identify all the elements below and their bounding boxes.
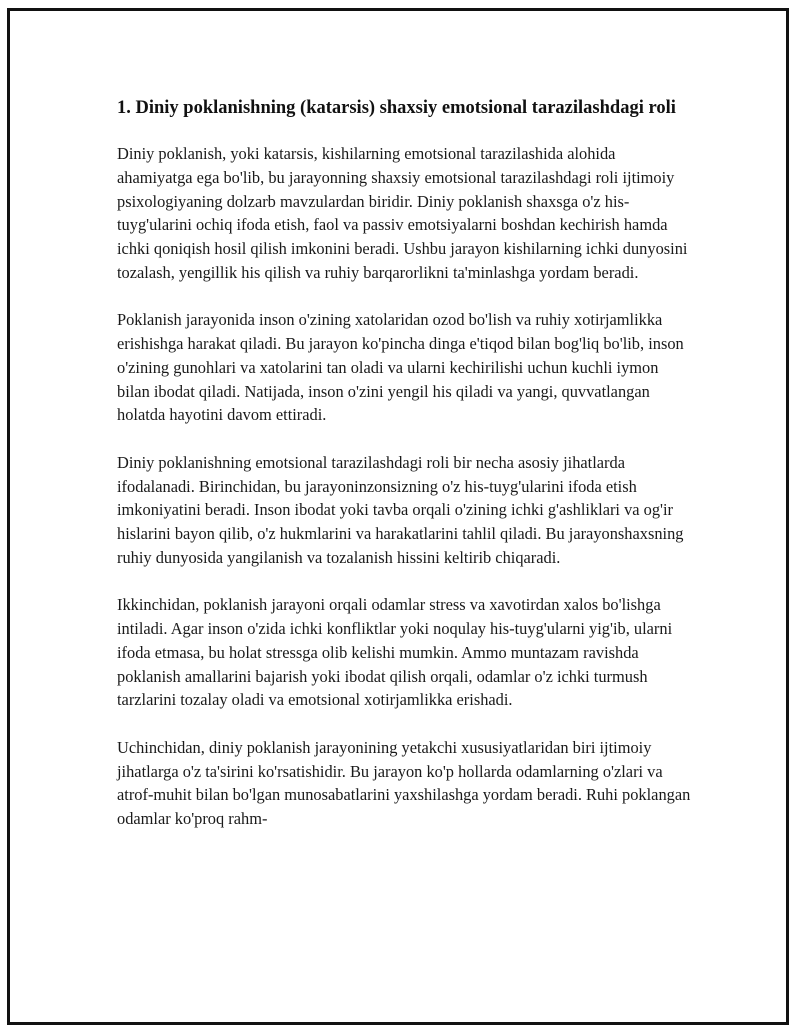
paragraph-2: Poklanish jarayonida inson o'zining xatolaridan ozod bo'lish va ruhiy xotirjamlikka erishishga harakat qiladi. Bu jarayon ko'pincha dinga e'tiqod bilan bog'liq bo'lib, inson o'zining gunohlari va xatolarini tan oladi va ularni kechirilishi uchun kuchli iymon bilan ibodat qiladi. Natijada, inson o'zini yengil his qiladi va yangi, quvvatlangan holatda hayotini davom ettiradi. xyxy=(117,310,684,425)
paragraph-1: Diniy poklanish, yoki katarsis, kishilarning emotsional tarazilashida alohida ahamiyatga ega bo'lib, bu jarayonning shaxsiy emotsional tarazilashdagi roli ijtimoiy psixologiyaning dolzarb mavzulardan biridir. Diniy poklanish shaxsga o'z his-tuyg'ularini ochiq ifoda etish, faol va passiv emotsiyalarni boshdan kechirish hamda ichki qoniqish hosil qilish imkonini beradi. Ushbu jarayon kishilarning ichki dunyosini tozalash, yengillik his qilish va ruhiy barqarorlikni ta'minlashga yordam beradi. xyxy=(117,144,688,282)
document-body xyxy=(117,96,692,854)
paragraph-5: Uchinchidan, diniy poklanish jarayonining yetakchi xususiyatlaridan biri ijtimoiy jihatlarga o'z ta'sirini ko'rsatishidir. Bu jarayon ko'p hollarda odamlarning o'zlari va atrof-muhit bilan bo'lgan munosabatlarini yaxshilashga yordam beradi. Ruhi poklangan odamlar ko'proq rahm- xyxy=(117,737,691,829)
paragraph-3: Diniy poklanishning emotsional tarazilashdagi roli bir necha asosiy jihatlarda ifodalanadi. Birinchidan, bu jarayoninzonsizning o'z his-tuyg'ularini ifoda etish imkoniyatini beradi. Inson ibodat yoki tavba orqali o'zining ichki g'ashliklari va og'ir hislarini bayon qilib, o'z hukmlarini va harakatlarini tahlil qiladi. Bu jarayonshaxsning ruhiy dunyosida yangilanish va tozalanish hissini keltirib chiqaradi. xyxy=(117,452,684,567)
paragraph-4: Ikkinchidan, poklanish jarayoni orqali odamlar stress va xavotirdan xalos bo'lishga intiladi. Agar inson o'zida ichki konfliktlar yoki noqulay his-tuyg'ularni yig'ib, ularni ifoda etmasa, bu holat stressga olib kelishi mumkin. Ammo muntazam ravishda poklanish amallarini bajarish yoki ibodat qilish orqali, odamlar o'z ichki turmush tarzlarini tozalay oladi va emotsional xotirjamlikka erishadi. xyxy=(117,595,673,710)
section-title: 1. Diniy poklanishning (katarsis) shaxsiy emotsional tarazilashdagi roli xyxy=(117,98,676,118)
